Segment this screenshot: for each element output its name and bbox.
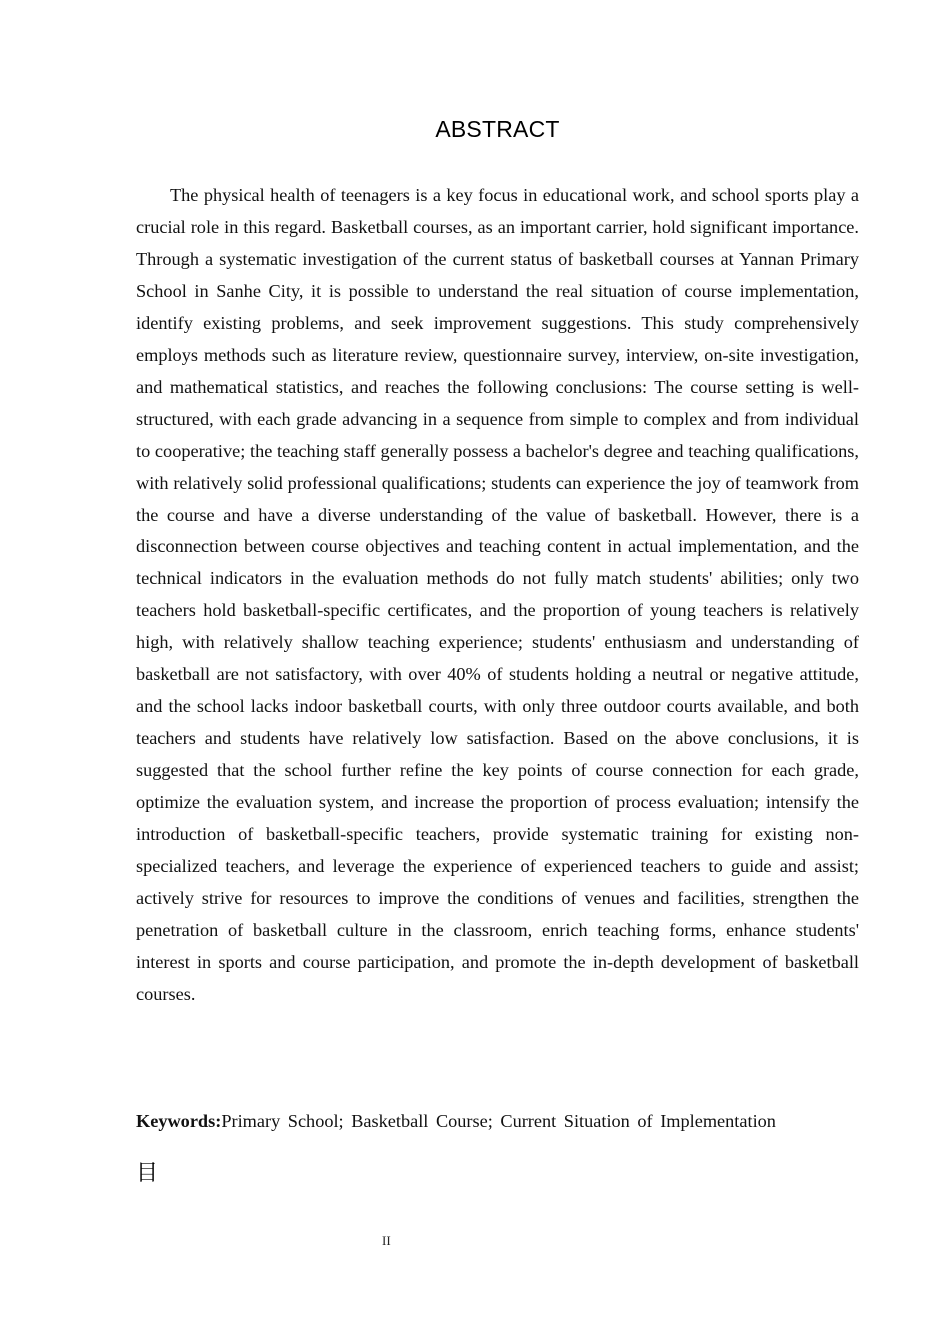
- page-number: II: [382, 1233, 391, 1248]
- keywords-text: Primary School; Basketball Course; Current Situation of Implementation: [221, 1111, 776, 1131]
- abstract-title: ABSTRACT: [435, 116, 560, 142]
- toc-heading: 目: [136, 1161, 159, 1186]
- abstract-body: The physical health of teenagers is a key focus in educational work, and school sports play a crucial role in this regard. Basketball courses, as an important carrier, hold significant importance. Through a systematic investigation of the current status of basketball courses at Yannan Primary School in Sanhe City, it is possible to understand the real situation of course implementation, identify existing problems, and seek improvement suggestions. This study comprehensively employs methods such as literature review, questionnaire survey, interview, on-site investigation, and mathematical statistics, and reaches the following conclusions: The course setting is well-structured, with each grade advancing in a sequence from simple to complex and from individual to cooperative; the teaching staff generally possess a bachelor's degree and teaching qualifications, with relatively solid professional qualifications; students can experience the joy of teamwork from the course and have a diverse understanding of the value of basketball. However, there is a disconnection between course objectives and teaching content in actual implementation, and the technical indicators in the evaluation methods do not fully match students' abilities; only two teachers hold basketball-specific certificates, and the proportion of young teachers is relatively high, with relatively shallow teaching experience; students' enthusiasm and understanding of basketball are not satisfactory, with over 40% of students holding a neutral or negative attitude, and the school lacks indoor basketball courts, with only three outdoor courts available, and both teachers and students have relatively low satisfaction. Based on the above conclusions, it is suggested that the school further refine the key points of course connection for each grade, optimize the evaluation system, and increase the proportion of process evaluation; intensify the introduction of basketball-specific teachers, provide systematic training for existing non-specialized teachers, and leverage the experience of experienced teachers to guide and assist; actively strive for resources to improve the conditions of venues and facilities, strengthen the penetration of basketball culture in the classroom, enrich teaching forms, enhance students' interest in sports and course participation, and promote the in-depth development of basketball courses.: [136, 185, 859, 1004]
- keywords-line: [136, 1106, 896, 1138]
- keywords-label: Keywords:: [136, 1111, 222, 1131]
